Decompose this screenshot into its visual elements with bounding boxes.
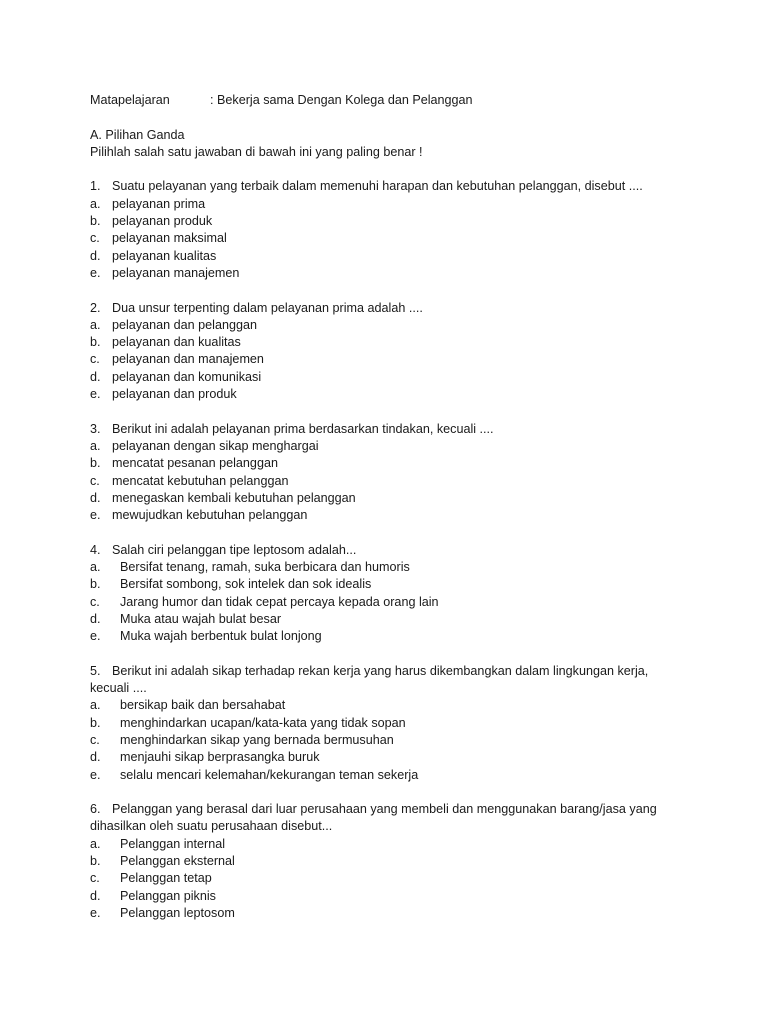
question-text: kecuali ....	[90, 681, 147, 696]
answer-option	[90, 334, 690, 351]
answer-option	[90, 870, 690, 887]
option-letter: c.	[90, 352, 100, 367]
question-text-line	[90, 542, 690, 559]
option-text: menghindarkan ucapan/kata-kata yang tidak sopan	[120, 715, 406, 730]
option-text: Muka atau wajah bulat besar	[120, 611, 282, 626]
option-text: Pelanggan piknis	[120, 888, 216, 903]
option-text: menjauhi sikap berprasangka buruk	[120, 750, 320, 765]
option-text: pelayanan manajemen	[112, 265, 240, 280]
answer-option	[90, 386, 690, 403]
question-text: Salah ciri pelanggan tipe leptosom adalah...	[112, 542, 357, 557]
option-text: Bersifat sombong, sok intelek dan sok idealis	[120, 577, 372, 592]
option-text: pelayanan dan pelanggan	[112, 317, 257, 332]
option-text: Pelanggan tetap	[120, 871, 212, 886]
question-number: 3.	[90, 421, 101, 436]
option-letter: a.	[90, 438, 101, 453]
answer-option	[90, 369, 690, 386]
question-text-line	[90, 818, 690, 835]
question-text: dihasilkan oleh suatu perusahaan disebut...	[90, 819, 333, 834]
answer-option	[90, 732, 690, 749]
option-text: pelayanan dan kualitas	[112, 335, 241, 350]
answer-option	[90, 351, 690, 368]
option-letter: a.	[90, 560, 101, 575]
option-letter: e.	[90, 265, 101, 280]
question-item	[90, 542, 690, 646]
answer-option	[90, 507, 690, 524]
question-text: Dua unsur terpenting dalam pelayanan prima adalah ....	[112, 300, 423, 315]
question-text-line	[90, 421, 690, 438]
option-text: Pelanggan leptosom	[120, 905, 235, 920]
answer-option	[90, 715, 690, 732]
option-letter: e.	[90, 767, 101, 782]
option-letter: d.	[90, 611, 101, 626]
section-instruction: Pilihlah salah satu jawaban di bawah ini yang paling benar !	[90, 144, 423, 159]
section-title: A. Pilihan Ganda	[90, 127, 185, 142]
question-text-line	[90, 680, 690, 697]
option-text: menghindarkan sikap yang bernada bermusuhan	[120, 732, 394, 747]
option-letter: e.	[90, 629, 101, 644]
answer-option	[90, 767, 690, 784]
option-letter: d.	[90, 490, 101, 505]
option-letter: d.	[90, 248, 101, 263]
answer-option	[90, 248, 690, 265]
option-text: pelayanan maksimal	[112, 231, 227, 246]
option-text: Pelanggan eksternal	[120, 854, 235, 869]
question-item	[90, 663, 690, 784]
option-text: mencatat pesanan pelanggan	[112, 456, 278, 471]
answer-option	[90, 594, 690, 611]
question-item	[90, 178, 690, 282]
subject-line	[90, 92, 690, 109]
answer-option	[90, 473, 690, 490]
question-text: Berikut ini adalah pelayanan prima berdasarkan tindakan, kecuali ....	[112, 421, 494, 436]
option-text: mencatat kebutuhan pelanggan	[112, 473, 289, 488]
option-letter: d.	[90, 750, 101, 765]
option-letter: a.	[90, 317, 101, 332]
answer-option	[90, 455, 690, 472]
option-text: Bersifat tenang, ramah, suka berbicara dan humoris	[120, 560, 410, 575]
option-text: menegaskan kembali kebutuhan pelanggan	[112, 490, 356, 505]
option-text: pelayanan dan produk	[112, 387, 237, 402]
question-text-line	[90, 300, 690, 317]
question-text-line	[90, 178, 690, 195]
question-number: 1.	[90, 179, 101, 194]
option-letter: e.	[90, 508, 101, 523]
option-letter: b.	[90, 577, 101, 592]
answer-option	[90, 213, 690, 230]
question-number: 4.	[90, 542, 101, 557]
question-number: 2.	[90, 300, 101, 315]
answer-option	[90, 628, 690, 645]
option-letter: b.	[90, 335, 101, 350]
option-letter: e.	[90, 905, 101, 920]
answer-option	[90, 196, 690, 213]
option-letter: a.	[90, 196, 101, 211]
question-item	[90, 801, 690, 922]
answer-option	[90, 490, 690, 507]
option-letter: e.	[90, 387, 101, 402]
option-text: Jarang humor dan tidak cepat percaya kepada orang lain	[120, 594, 439, 609]
option-letter: d.	[90, 888, 101, 903]
option-letter: b.	[90, 854, 101, 869]
option-text: Muka wajah berbentuk bulat lonjong	[120, 629, 322, 644]
option-text: mewujudkan kebutuhan pelanggan	[112, 508, 308, 523]
question-item	[90, 421, 690, 525]
answer-option	[90, 265, 690, 282]
option-letter: c.	[90, 473, 100, 488]
answer-option	[90, 317, 690, 334]
option-letter: b.	[90, 456, 101, 471]
option-text: pelayanan produk	[112, 214, 213, 229]
option-letter: a.	[90, 698, 101, 713]
answer-option	[90, 611, 690, 628]
option-text: selalu mencari kelemahan/kekurangan teman sekerja	[120, 767, 419, 782]
answer-option	[90, 888, 690, 905]
option-letter: b.	[90, 715, 101, 730]
answer-option	[90, 230, 690, 247]
question-text: Suatu pelayanan yang terbaik dalam memenuhi harapan dan kebutuhan pelanggan, disebut ....	[112, 179, 643, 194]
option-text: Pelanggan internal	[120, 836, 226, 851]
option-letter: c.	[90, 594, 100, 609]
option-text: pelayanan dan manajemen	[112, 352, 264, 367]
option-text: pelayanan prima	[112, 196, 206, 211]
option-text: pelayanan dengan sikap menghargai	[112, 438, 319, 453]
option-letter: c.	[90, 732, 100, 747]
option-text: bersikap baik dan bersahabat	[120, 698, 286, 713]
document-page	[90, 92, 690, 922]
answer-option	[90, 836, 690, 853]
answer-option	[90, 749, 690, 766]
option-text: pelayanan kualitas	[112, 248, 217, 263]
question-list	[90, 161, 690, 922]
option-letter: c.	[90, 871, 100, 886]
answer-option	[90, 697, 690, 714]
subject-label: Matapelajaran	[90, 93, 170, 107]
answer-option	[90, 576, 690, 593]
option-letter: a.	[90, 836, 101, 851]
answer-option	[90, 438, 690, 455]
option-letter: d.	[90, 369, 101, 384]
option-text: pelayanan dan komunikasi	[112, 369, 262, 384]
question-number: 6.	[90, 802, 101, 817]
question-text: Berikut ini adalah sikap terhadap rekan kerja yang harus dikembangkan dalam lingkungan kerja,	[112, 663, 649, 678]
question-number: 5.	[90, 663, 101, 678]
answer-option	[90, 853, 690, 870]
answer-option	[90, 559, 690, 576]
option-letter: c.	[90, 231, 100, 246]
subject-value: : Bekerja sama Dengan Kolega dan Pelanggan	[210, 93, 473, 107]
question-item	[90, 300, 690, 404]
question-text-line	[90, 801, 690, 818]
question-text-line	[90, 663, 690, 680]
answer-option	[90, 905, 690, 922]
option-letter: b.	[90, 214, 101, 229]
question-text: Pelanggan yang berasal dari luar perusahaan yang membeli dan menggunakan barang/jasa yang	[112, 802, 657, 817]
